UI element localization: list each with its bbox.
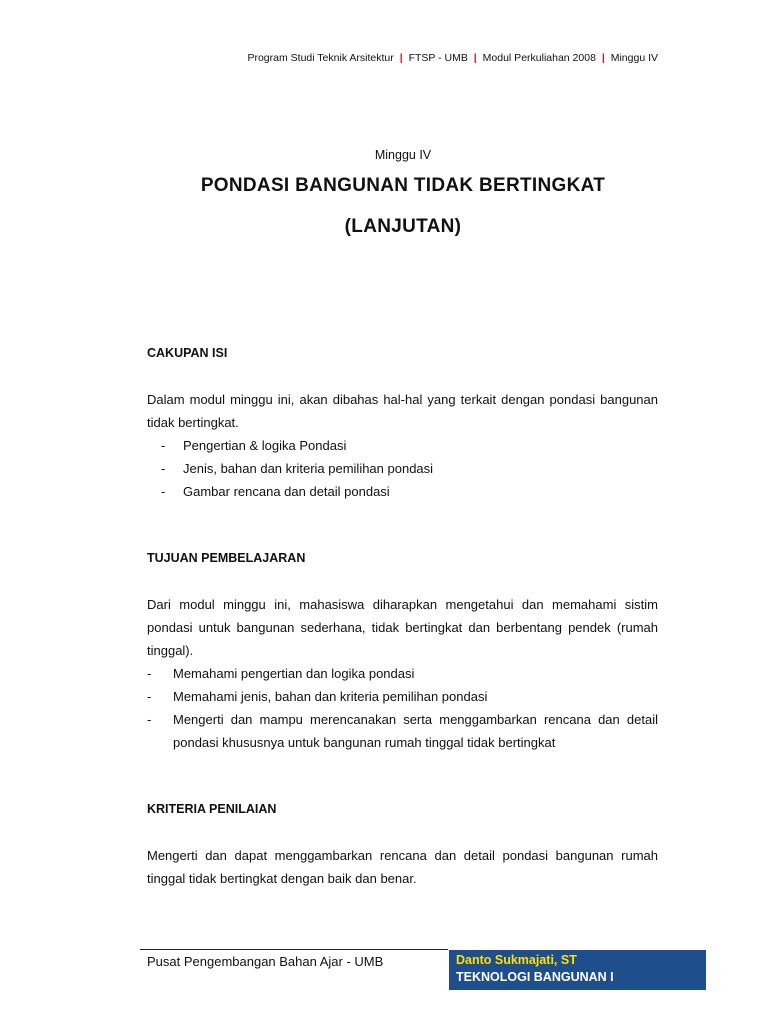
header-separator: | [601,52,605,64]
section-heading: TUJUAN PEMBELAJARAN [147,551,306,565]
list-item: - Gambar rencana dan detail pondasi [147,480,658,503]
page-title: PONDASI BANGUNAN TIDAK BERTINGKAT [200,175,606,196]
running-header [247,52,658,64]
header-program: Program Studi Teknik Arsitektur [247,52,394,64]
section-heading: KRITERIA PENILAIAN [147,802,277,816]
section-intro: Dari modul minggu ini, mahasiswa diharapkan mengetahui dan memahami sistim pondasi untuk bangunan sederhana, tidak bertingkat dan berbentang pendek (rumah tinggal). [147,597,658,658]
list-item: - Memahami pengertian dan logika pondasi [147,662,658,685]
footer-publisher: Pusat Pengembangan Bahan Ajar - UMB [147,954,384,969]
page-subtitle: (LANJUTAN) [344,216,462,237]
section-text: Mengerti dan dapat menggambarkan rencana dan detail pondasi bangunan rumah tinggal tidak bertingkat dengan baik dan benar. [147,848,658,886]
section-tujuan [147,547,658,754]
section-kriteria [147,798,658,890]
footer-author: Danto Sukmajati, ST [456,953,577,967]
list-item: - Pengertian & logika Pondasi [147,434,658,457]
list-item: - Jenis, bahan dan kriteria pemilihan pondasi [147,457,658,480]
bullet-list [147,662,658,754]
bullet-list [147,434,658,503]
footer-course: TEKNOLOGI BANGUNAN I [456,970,614,984]
section-heading: CAKUPAN ISI [147,346,228,360]
week-label: Minggu IV [374,148,432,162]
footer-divider [140,949,448,950]
list-item: - Memahami jenis, bahan dan kriteria pemilihan pondasi [147,685,658,708]
header-week: Minggu IV [610,52,658,64]
header-separator: | [473,52,477,64]
header-module: Modul Perkuliahan 2008 [482,52,596,64]
list-item: - Mengerti dan mampu merencanakan serta menggambarkan rencana dan detail pondasi khususnya untuk bangunan rumah tinggal tidak bertingkat [147,708,658,754]
footer-author-box [449,950,706,990]
section-intro: Dalam modul minggu ini, akan dibahas hal-hal yang terkait dengan pondasi bangunan tidak bertingkat. [147,392,658,430]
header-faculty: FTSP - UMB [408,52,468,64]
section-cakupan [147,342,658,503]
header-separator: | [399,52,403,64]
